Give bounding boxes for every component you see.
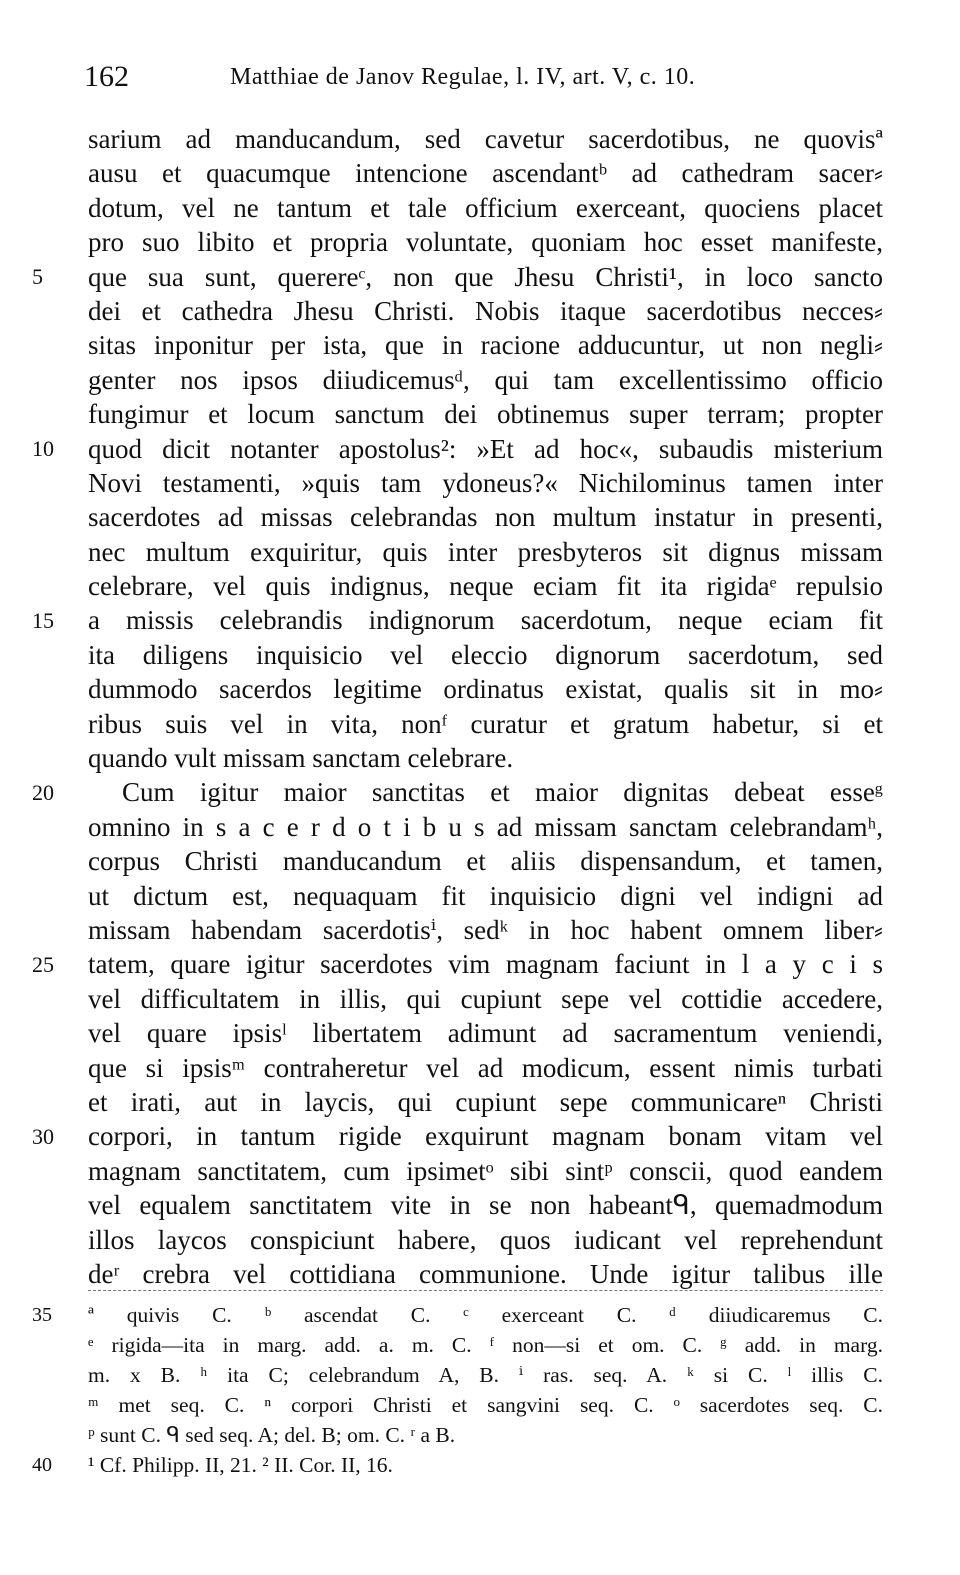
apparatus-line: ᵐ met seq. C. ⁿ corpori Christi et sangvini seq. C. ᵒ sacerdotes seq. C. (88, 1393, 883, 1417)
text-line: sarium ad manducandum, sed cavetur sacerdotibus, ne quovisª (88, 124, 883, 154)
line-number: 10 (32, 435, 54, 461)
line-number: 5 (32, 263, 43, 289)
line-number: 15 (32, 607, 54, 633)
text-line: vel equalem sanctitatem vite in se non habeantᑫ, quemadmodum (88, 1190, 883, 1221)
text-line-paragraph-end: quando vult missam sanctam celebrare. (88, 743, 514, 774)
text-line: sitas inponitur per ista, que in racione adducuntur, ut non negli⸗ (88, 330, 883, 361)
text-line: dummodo sacerdos legitime ordinatus existat, qualis sit in mo⸗ (88, 674, 883, 705)
text-line: quod dicit notanter apostolus²: »Et ad hoc«, subaudis misterium (88, 433, 883, 464)
text-line: illos laycos conspiciunt habere, quos iudicant vel reprehendunt (88, 1224, 883, 1255)
running-head: Matthiae de Janov Regulae, l. IV, art. V, c. 10. (230, 64, 696, 90)
critical-apparatus (88, 1300, 883, 1480)
text-line: sacerdotes ad missas celebrandas non multum instatur in presenti, (88, 502, 883, 533)
text-line: Novi testamenti, »quis tam ydoneus?« Nichilominus tamen inter (88, 467, 883, 498)
apparatus-line: m. x B. ʰ ita C; celebrandum A, B. ⁱ ras. seq. A. ᵏ si C. ˡ illis C. (88, 1363, 883, 1387)
text-line: deʳ crebra vel cottidiana communione. Unde igitur talibus ille (88, 1258, 883, 1289)
body-text (88, 122, 883, 1291)
text-line: et irati, aut in laycis, qui cupiunt sepe communicareⁿ Christi (88, 1086, 883, 1117)
text-line: ausu et quacumque intencione ascendantᵇ ad cathedram sacer⸗ (88, 158, 883, 189)
apparatus-line: ᵉ rigida—ita in marg. add. a. m. C. ᶠ non—si et om. C. ᵍ add. in marg. (88, 1333, 883, 1357)
footnote-divider (88, 1290, 883, 1291)
text-line: que sua sunt, querereᶜ, non que Jhesu Christi¹, in loco sancto (88, 261, 883, 292)
apparatus-line: ª quivis C. ᵇ ascendat C. ᶜ exerceant C. ᵈ diiudicaremus C. (88, 1303, 883, 1327)
text-line: celebrare, vel quis indignus, neque eciam fit ita rigidaᵉ repulsio (88, 571, 883, 602)
text-line: vel difficultatem in illis, qui cupiunt sepe vel cottidie accedere, (88, 983, 883, 1014)
apparatus-line-number: 35 (32, 1304, 52, 1326)
text-line: nec multum exquiritur, quis inter presbyteros sit dignus missam (88, 536, 883, 567)
text-line: que si ipsisᵐ contraheretur vel ad modicum, essent nimis turbati (88, 1052, 883, 1083)
text-line: dotum, vel ne tantum et tale officium exerceant, quociens placet (88, 192, 883, 223)
text-line: corpus Christi manducandum et aliis dispensandum, et tamen, (88, 846, 883, 877)
text-line: tatem, quare igitur sacerdotes vim magnam faciunt in l a y c i s (88, 949, 883, 980)
line-number: 30 (32, 1123, 54, 1149)
text-line: fungimur et locum sanctum dei obtinemus super terram; propter (88, 399, 883, 430)
text-line: corpori, in tantum rigide exquirunt magnam bonam vitam vel (88, 1121, 883, 1152)
page-number: 162 (84, 60, 129, 93)
text-line: dei et cathedra Jhesu Christi. Nobis itaque sacerdotibus necces⸗ (88, 295, 883, 326)
text-line: ita diligens inquisicio vel eleccio dignorum sacerdotum, sed (88, 639, 883, 670)
text-line: magnam sanctitatem, cum ipsimetᵒ sibi sintᵖ conscii, quod eandem (88, 1155, 883, 1186)
line-number: 25 (32, 951, 54, 977)
text-line-paragraph-start: Cum igitur maior sanctitas et maior dignitas debeat esseᵍ (122, 777, 883, 808)
page-header (84, 60, 884, 100)
text-line: ribus suis vel in vita, nonᶠ curatur et gratum habetur, si et (88, 708, 883, 739)
text-line: omnino in s a c e r d o t i b u s ad missam sanctam celebrandamʰ, (88, 811, 883, 842)
text-line: vel quare ipsisˡ libertatem adimunt ad sacramentum veniendi, (88, 1018, 883, 1049)
text-line: missam habendam sacerdotisⁱ, sedᵏ in hoc habent omnem liber⸗ (88, 914, 883, 945)
text-line: ut dictum est, nequaquam fit inquisicio digni vel indigni ad (88, 880, 883, 911)
line-number: 20 (32, 779, 54, 805)
source-references: ¹ Cf. Philipp. II, 21. ² II. Cor. II, 16. (88, 1453, 393, 1477)
text-line: genter nos ipsos diiudicemusᵈ, qui tam excellentissimo officio (88, 364, 883, 395)
text-line: a missis celebrandis indignorum sacerdotum, neque eciam fit (88, 605, 883, 636)
apparatus-line-number: 40 (32, 1454, 52, 1476)
apparatus-line: ᵖ sunt C. ᑫ sed seq. A; del. B; om. C. ʳ a B. (88, 1423, 456, 1447)
text-line: pro suo libito et propria voluntate, quoniam hoc esset manifeste, (88, 227, 883, 258)
